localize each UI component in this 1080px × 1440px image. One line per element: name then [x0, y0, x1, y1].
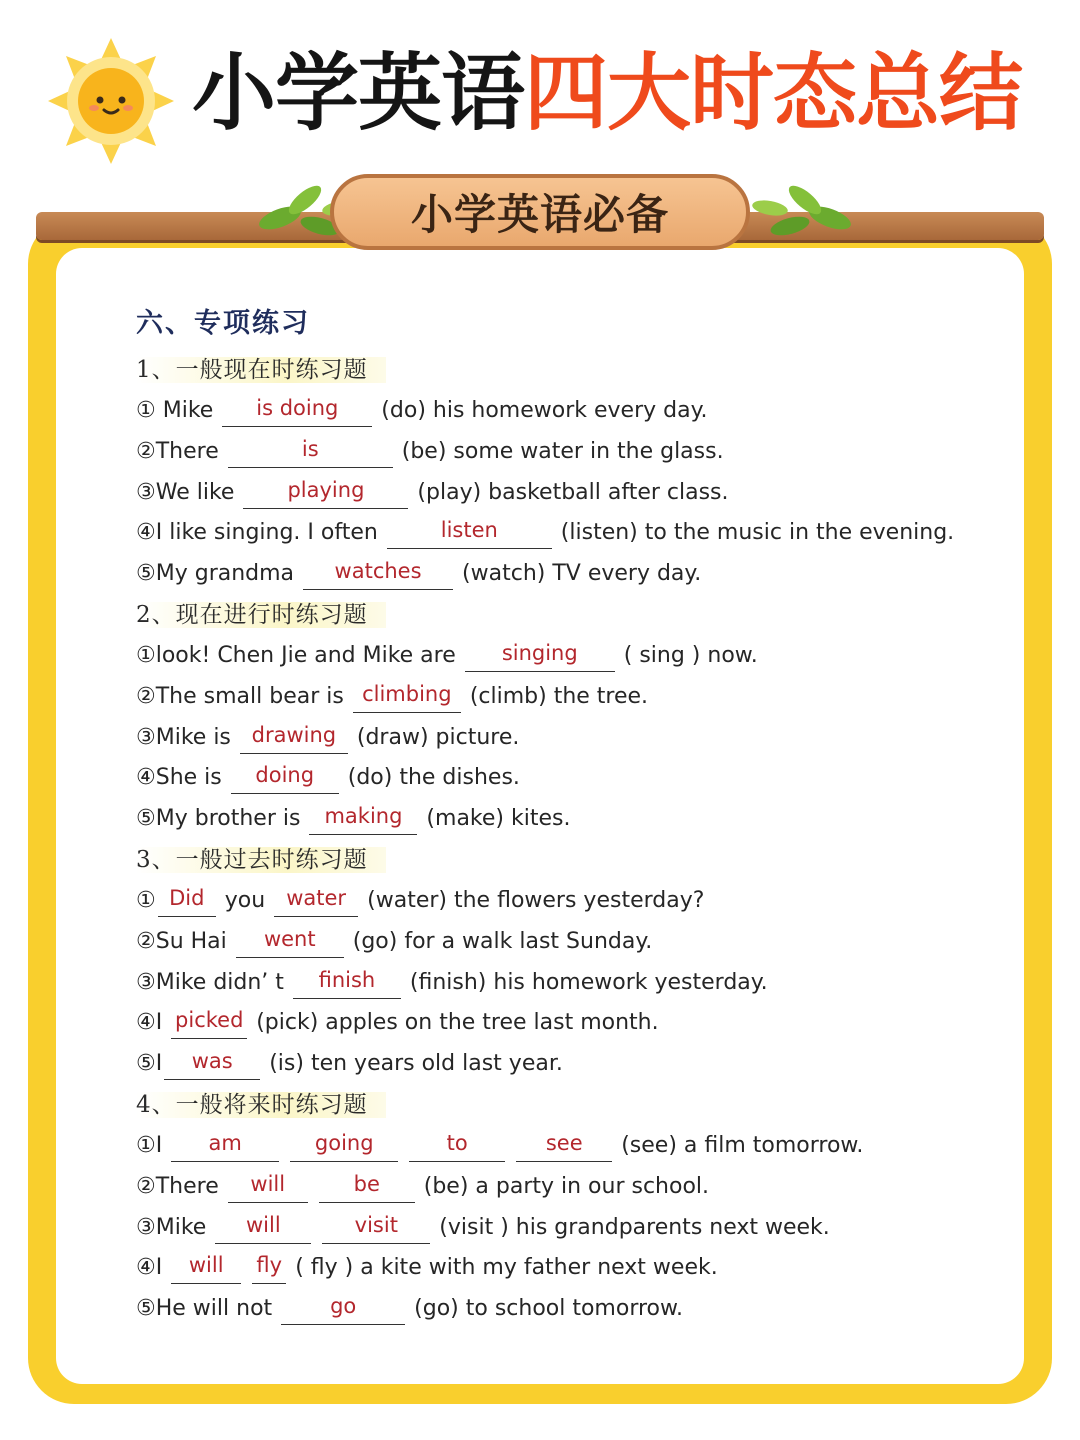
question-text: I like singing. I often	[155, 520, 385, 546]
question-line	[136, 473, 1016, 514]
group-title-text: 1、一般现在时练习题	[136, 357, 386, 383]
page-title	[192, 38, 1022, 148]
question-text: (climb) the tree.	[462, 683, 649, 709]
question-number: ②	[136, 438, 156, 464]
exercise-groups	[136, 350, 1016, 1330]
question-line	[136, 636, 1016, 677]
answer-blank: was	[164, 1051, 260, 1080]
question-number: ②	[136, 1173, 156, 1199]
question-line	[136, 391, 1016, 432]
question-line	[136, 1248, 1016, 1289]
banner-label: 小学英语必备	[410, 190, 669, 239]
question-number: ③	[136, 969, 156, 995]
question-line	[136, 881, 1016, 922]
answer-blank: drawing	[240, 725, 348, 754]
question-text: Mike is	[155, 724, 238, 750]
question-line	[136, 554, 1016, 595]
exercise-content	[136, 298, 1016, 1330]
question-number: ④	[136, 520, 156, 546]
question-text: (go) to school tomorrow.	[407, 1296, 683, 1322]
answer-blank: is	[228, 439, 393, 468]
answer-blank: water	[274, 888, 358, 917]
answer-blank: fly	[252, 1255, 286, 1284]
question-text: He will not	[155, 1296, 280, 1322]
question-number: ②	[136, 928, 156, 954]
question-number: ⑤	[136, 1296, 156, 1322]
answer-blank: to	[409, 1133, 505, 1162]
question-line	[136, 799, 1016, 840]
question-text: (is) ten years old last year.	[262, 1051, 563, 1077]
question-text: you	[217, 887, 273, 913]
question-text: She is	[155, 765, 229, 791]
question-line	[136, 1044, 1016, 1085]
question-text: Mike	[155, 398, 221, 423]
question-text: (be) some water in the glass.	[394, 438, 724, 464]
answer-blank: playing	[243, 480, 408, 509]
question-text: I	[155, 1132, 170, 1158]
question-number: ②	[136, 683, 156, 709]
question-text: (watch) TV every day.	[455, 561, 702, 587]
question-line	[136, 963, 1016, 1004]
answer-blank: am	[171, 1133, 279, 1162]
question-number: ①	[136, 398, 156, 423]
question-text: ( fly ) a kite with my father next week.	[288, 1255, 718, 1281]
leaves-right-icon	[740, 178, 860, 248]
question-text: (pick) apples on the tree last month.	[249, 1010, 659, 1036]
title-red-part: 四大时态总结	[524, 44, 1023, 142]
answer-blank: is doing	[222, 398, 372, 427]
question-text: (visit ) his grandparents next week.	[432, 1214, 830, 1240]
answer-blank: will	[171, 1255, 241, 1284]
answer-blank: be	[319, 1174, 415, 1203]
question-text: (make) kites.	[419, 806, 571, 832]
question-text: (finish) his homework yesterday.	[402, 969, 768, 995]
answer-blank: visit	[322, 1215, 430, 1244]
answer-blank: will	[228, 1174, 308, 1203]
question-text: There	[155, 438, 226, 464]
group-title-text: 2、现在进行时练习题	[136, 602, 386, 628]
question-text: Mike didn’ t	[155, 969, 291, 995]
question-text: My brother is	[155, 806, 308, 832]
question-line	[136, 1289, 1016, 1330]
question-text: We like	[155, 479, 242, 505]
question-line	[136, 1167, 1016, 1208]
answer-blank: doing	[231, 765, 339, 794]
question-text: There	[155, 1173, 226, 1199]
question-number: ①	[136, 887, 156, 913]
question-line	[136, 1208, 1016, 1249]
question-line	[136, 513, 1016, 554]
question-line	[136, 1126, 1016, 1167]
group-title	[136, 595, 1016, 636]
question-text: I	[155, 1051, 163, 1077]
question-line	[136, 758, 1016, 799]
question-text: I	[155, 1255, 170, 1281]
group-title-text: 4、一般将来时练习题	[136, 1092, 386, 1118]
answer-blank: climbing	[353, 684, 461, 713]
question-number: ⑤	[136, 806, 156, 832]
question-text: (draw) picture.	[349, 724, 520, 750]
question-text: Su Hai	[155, 928, 234, 954]
question-text: (be) a party in our school.	[416, 1173, 710, 1199]
answer-blank: finish	[293, 970, 401, 999]
question-text: (see) a film tomorrow.	[614, 1132, 864, 1158]
question-text: (do) his homework every day.	[374, 398, 708, 423]
group-title-text: 3、一般过去时练习题	[136, 847, 386, 873]
question-text: (go) for a walk last Sunday.	[345, 928, 653, 954]
group-title	[136, 350, 1016, 391]
question-line	[136, 922, 1016, 963]
answer-blank: picked	[171, 1010, 247, 1039]
answer-blank: see	[516, 1133, 612, 1162]
question-number: ④	[136, 765, 156, 791]
answer-blank: went	[236, 929, 344, 958]
answer-blank: singing	[465, 643, 615, 672]
question-number: ④	[136, 1010, 156, 1036]
group-title	[136, 840, 1016, 881]
question-text: I	[155, 1010, 170, 1036]
group-title	[136, 1085, 1016, 1126]
section-title: 六、专项练习	[136, 298, 1016, 350]
answer-blank: will	[215, 1215, 311, 1244]
question-number: ③	[136, 724, 156, 750]
question-text: (water) the flowers yesterday?	[360, 887, 705, 913]
question-line	[136, 677, 1016, 718]
sun-icon	[46, 36, 176, 166]
answer-blank: making	[309, 806, 417, 835]
question-number: ⑤	[136, 1051, 156, 1077]
question-number: ①	[136, 1132, 156, 1158]
answer-blank: Did	[158, 888, 216, 917]
question-text: Mike	[155, 1214, 214, 1240]
question-line	[136, 1003, 1016, 1044]
answer-blank: listen	[387, 520, 552, 549]
answer-blank: go	[281, 1296, 405, 1325]
question-line	[136, 432, 1016, 473]
question-number: ⑤	[136, 561, 156, 587]
question-text: (do) the dishes.	[340, 765, 520, 791]
question-line	[136, 718, 1016, 759]
question-text: (play) basketball after class.	[410, 479, 729, 505]
answer-blank: watches	[303, 561, 453, 590]
question-text: look! Chen Jie and Mike are	[155, 642, 463, 668]
question-number: ③	[136, 1214, 156, 1240]
question-text: (listen) to the music in the evening.	[553, 520, 955, 546]
question-text: My grandma	[155, 561, 302, 587]
banner-badge	[330, 174, 750, 250]
question-number: ④	[136, 1255, 156, 1281]
question-number: ③	[136, 479, 156, 505]
question-text: ( sing ) now.	[616, 642, 758, 668]
question-text: The small bear is	[155, 683, 351, 709]
title-black-part: 小学英语	[192, 44, 525, 142]
answer-blank: going	[290, 1133, 398, 1162]
question-number: ①	[136, 642, 156, 668]
